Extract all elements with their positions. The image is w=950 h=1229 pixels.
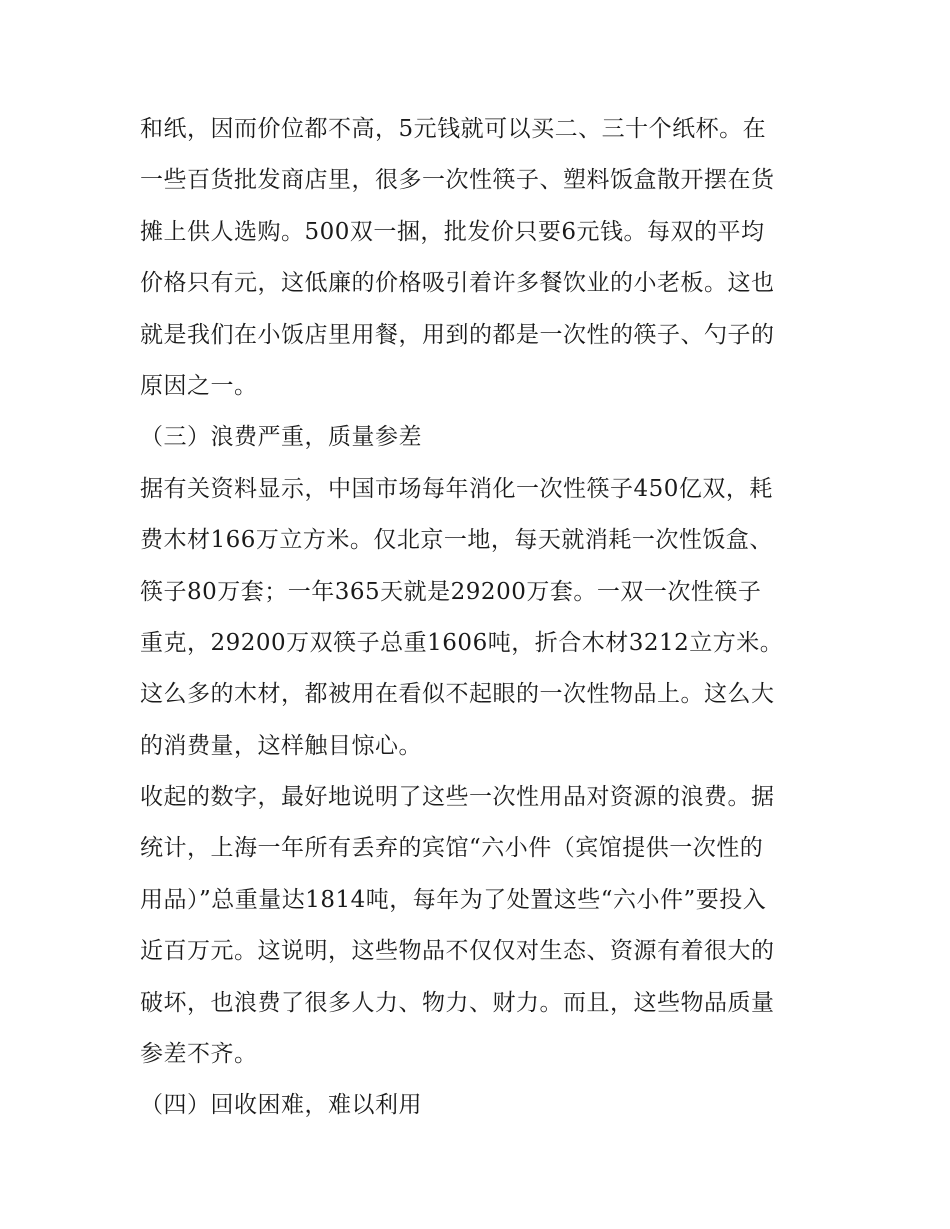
text-line: 原因之一。 bbox=[140, 372, 258, 399]
text-line: 这么多的木材，都被用在看似不起眼的一次性物品上。这么大 bbox=[140, 681, 775, 708]
section-heading-4: （四）回收困难，难以利用 bbox=[140, 1092, 422, 1119]
text-line: 参差不齐。 bbox=[140, 1041, 258, 1068]
section-heading-3: （三）浪费严重，质量参差 bbox=[140, 424, 422, 451]
text-line: 摊上供人选购。500双一捆，批发价只要6元钱。每双的平均 bbox=[140, 218, 765, 245]
text-line: 重克，29200万双筷子总重1606吨，折合木材3212立方米。 bbox=[140, 629, 784, 656]
text-line: 和纸，因而价位都不高，5元钱就可以买二、三十个纸杯。在 bbox=[140, 116, 767, 142]
text-line: 就是我们在小饭店里用餐，用到的都是一次性的筷子、勺子的 bbox=[140, 321, 775, 348]
text-line: 一些百货批发商店里，很多一次性筷子、塑料饭盒散开摆在货 bbox=[140, 167, 775, 194]
text-line: 破坏，也浪费了很多人力、物力、财力。而且，这些物品质量 bbox=[140, 989, 775, 1016]
text-line: 统计，上海一年所有丢弃的宾馆“六小件（宾馆提供一次性的 bbox=[140, 835, 764, 862]
text-line: 的消费量，这样触目惊心。 bbox=[140, 732, 422, 759]
text-line: 费木材166万立方米。仅北京一地，每天就消耗一次性饭盒、 bbox=[140, 527, 773, 554]
text-line: 价格只有元，这低廉的价格吸引着许多餐饮业的小老板。这也 bbox=[140, 270, 775, 297]
text-line: 收起的数字，最好地说明了这些一次性用品对资源的浪费。据 bbox=[140, 784, 775, 811]
text-line: 近百万元。这说明，这些物品不仅仅对生态、资源有着很大的 bbox=[140, 938, 775, 965]
text-line: 用品）”总重量达1814吨，每年为了处置这些“六小件”要投入 bbox=[140, 886, 767, 913]
text-line: 筷子80万套；一年365天就是29200万套。一双一次性筷子 bbox=[140, 578, 762, 605]
text-line: 据有关资料显示，中国市场每年消化一次性筷子450亿双，耗 bbox=[140, 475, 773, 502]
document-page bbox=[140, 104, 820, 1132]
